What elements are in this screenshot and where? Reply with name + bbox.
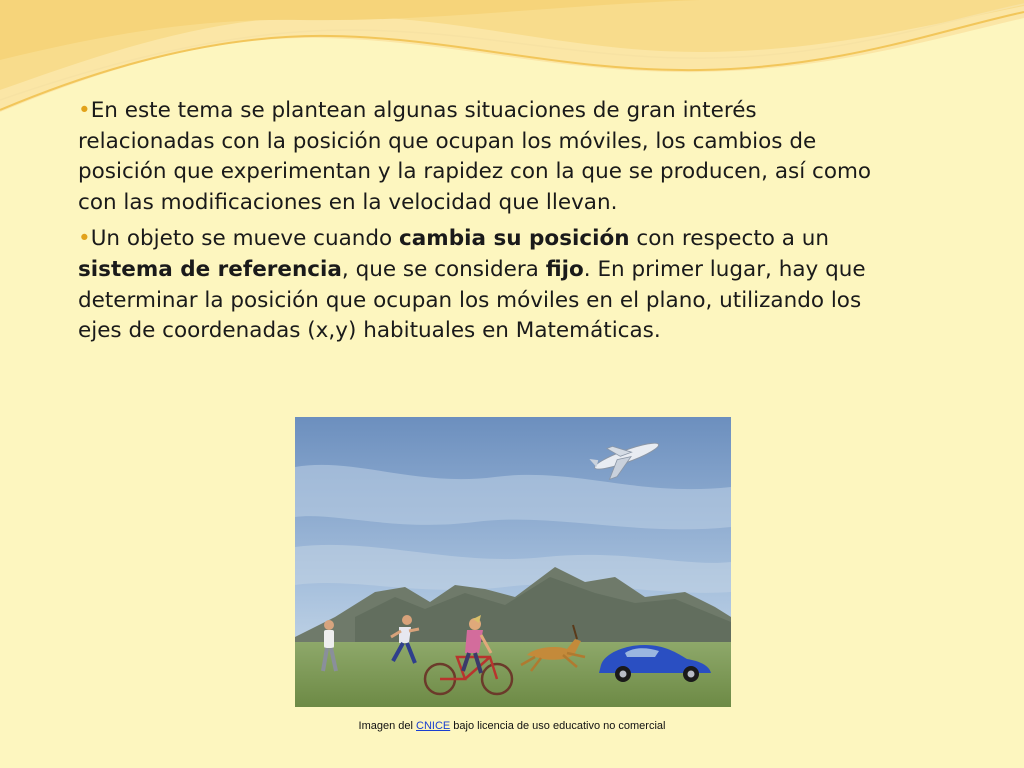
bold-sistema-referencia: sistema de referencia (78, 256, 342, 282)
caption-suffix: bajo licencia de uso educativo no comercial (450, 720, 666, 732)
slide-content (78, 96, 898, 353)
bullet-marker: • (78, 98, 91, 123)
caption-prefix: Imagen del (358, 720, 416, 732)
bullet-movement-text-4: . En primer lugar, hay que determinar la posición que ocupan los móviles en el plano, utilizando los ejes de coordenadas (x,y) habituales en Matemáticas. (78, 256, 866, 344)
bullet-movement-text-3: , que se considera (341, 256, 546, 282)
bullet-movement-text-2: con respecto a un (629, 226, 830, 252)
image-credit-caption (0, 720, 1024, 732)
bullet-movement-text-1: Un objeto se mueve cuando (90, 226, 400, 252)
bold-fijo: fijo (545, 256, 584, 282)
cnice-link[interactable]: CNICE (416, 720, 451, 732)
bullet-movement (78, 224, 898, 346)
bullet-marker: • (78, 226, 91, 252)
bold-cambia-posicion: cambia su posición (399, 226, 630, 252)
motion-scene-illustration (295, 417, 731, 707)
bullet-intro-text: En este tema se plantean algunas situaciones de gran interés relacionadas con la posición que ocupan los móviles, los cambios de posición que experimentan y la rapidez con la que se producen, así como con las modificaciones en la velocidad que llevan. (78, 98, 872, 215)
bullet-intro (78, 96, 898, 218)
